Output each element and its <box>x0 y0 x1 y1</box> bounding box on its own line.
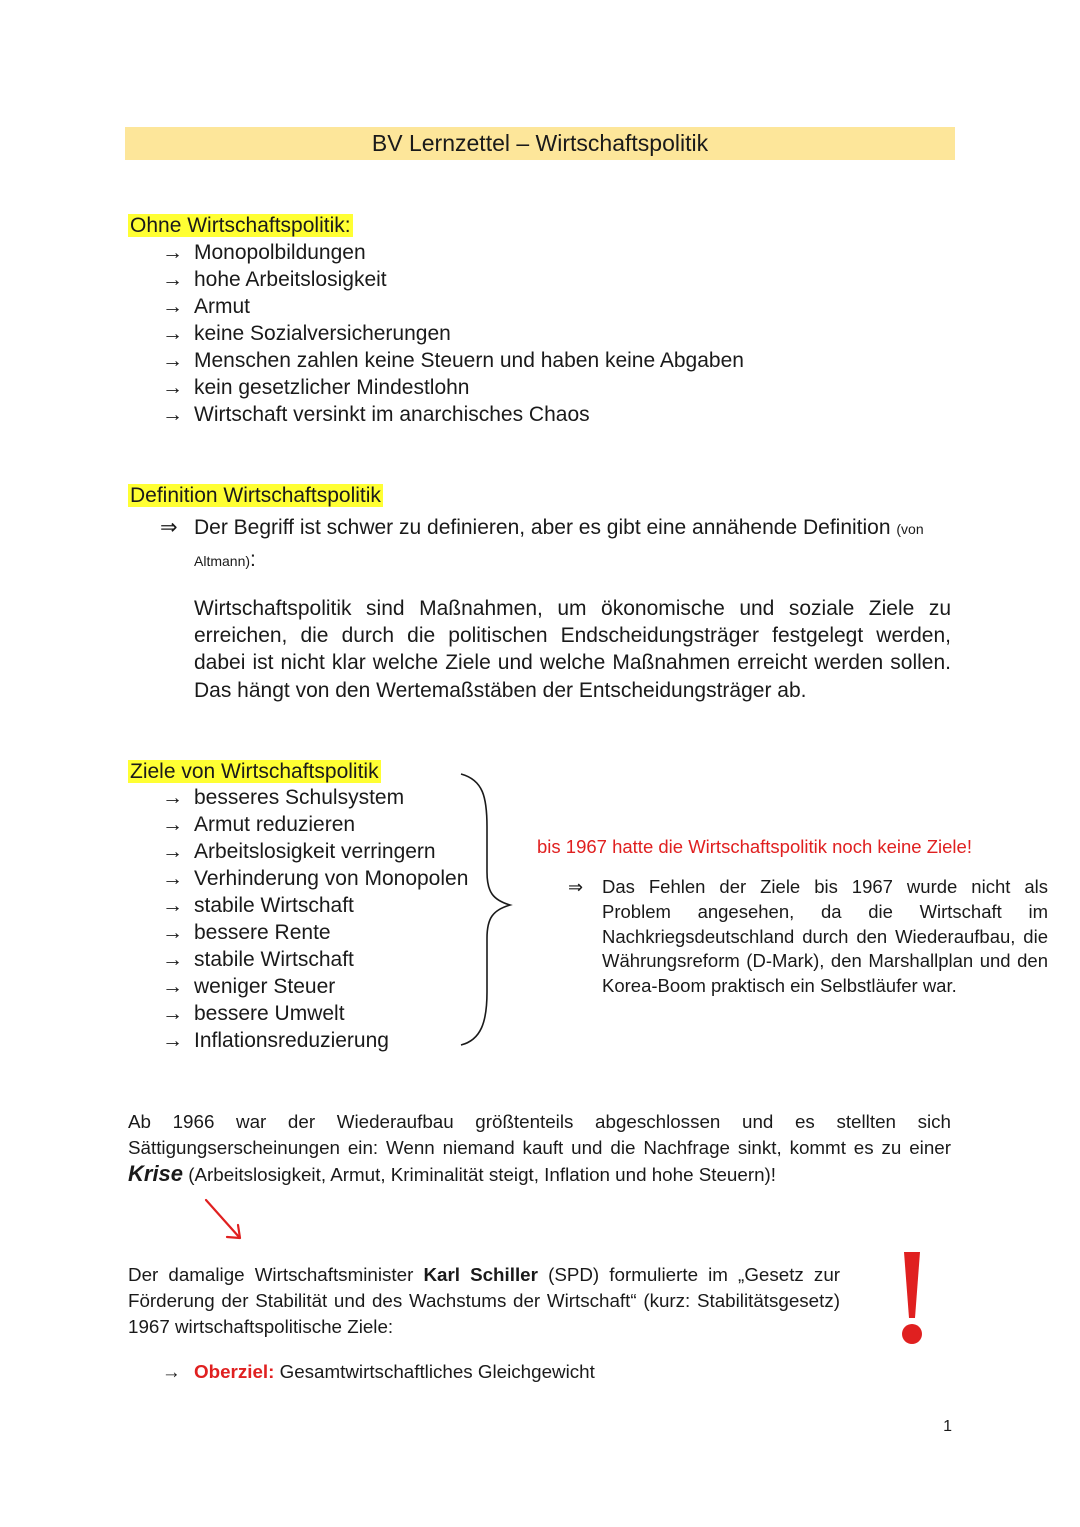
heading-ohne-wirtschaftspolitik: Ohne Wirtschaftspolitik: <box>130 214 351 237</box>
karl-schiller-name: Karl Schiller <box>423 1264 538 1285</box>
definition-intro-line: ⇒ Der Begriff ist schwer zu definieren, aber es gibt eine annähende Definition (von <box>160 516 924 539</box>
list-item: → hohe Arbeitslosigkeit <box>162 268 387 291</box>
section-heading-definition <box>128 482 383 509</box>
section-heading-ziele <box>128 758 381 785</box>
schiller-paragraph: Der damalige Wirtschaftsminister Karl Schiller (SPD) formulierte im „Gesetz zur Förderung der Stabilität und des Wachstums der Wirtschaft“ (kurz: Stabilitätsgesetz) 1967 wirtschaftspolitische Ziele: <box>128 1264 841 1337</box>
exclamation-icon <box>893 1248 931 1348</box>
right-arrow-icon: → <box>162 241 183 264</box>
list-ziele <box>162 784 468 1054</box>
note-body: Das Fehlen der Ziele bis 1967 wurde nicht als Problem angesehen, da die Wirtschaft im Nachkriegsdeutschland durch den Wiederaufbau, die Währungsreform (D-Mark), den Marshallplan und den Korea-Boom praktisch ein Selbstläufer war. <box>602 876 1048 997</box>
list-item: → keine Sozialversicherungen <box>162 322 451 345</box>
right-arrow-icon: → <box>162 1002 183 1025</box>
list-item: → Monopolbildungen <box>162 241 366 264</box>
right-arrow-icon: → <box>162 921 183 944</box>
double-arrow-icon: ⇒ <box>160 516 178 539</box>
definition-paragraph: Wirtschaftspolitik sind Maßnahmen, um ökonomische und soziale Ziele zu erreichen, die durch die politischen Endscheidungsträger festgelegt werden, dabei ist nicht klar welche Ziele und welche Maßnahmen erreicht werden sollen. Das hängt von den Wertemaßstäben der Entscheidungsträger ab. <box>194 597 951 702</box>
list-item: → Arbeitslosigkeit verringern <box>162 840 436 863</box>
right-arrow-icon: → <box>162 840 183 863</box>
right-arrow-icon: → <box>162 813 183 836</box>
list-item: → Armut <box>162 295 251 318</box>
list-item: → kein gesetzlicher Mindestlohn <box>162 376 470 399</box>
heading-ziele: Ziele von Wirtschaftspolitik <box>130 760 379 783</box>
list-item: → bessere Rente <box>162 921 331 944</box>
list-item: → stabile Wirtschaft <box>162 948 354 971</box>
list-item: → besseres Schulsystem <box>162 786 405 809</box>
list-item: → bessere Umwelt <box>162 1002 345 1025</box>
red-arrow-icon <box>200 1196 250 1246</box>
source-open: (von <box>896 521 924 537</box>
note-red: bis 1967 hatte die Wirtschaftspolitik noch keine Ziele! <box>537 836 972 857</box>
right-arrow-icon: → <box>162 1029 183 1052</box>
right-arrow-icon: → <box>162 376 183 399</box>
section-heading-ohne <box>128 212 353 239</box>
krise-paragraph: Ab 1966 war der Wiederaufbau größtenteils abgeschlossen und es stellten sich Sättigungserscheinungen ein: Wenn niemand kauft und die Nachfrage sinkt, kommt es zu einer Krise (Arbeitslosigkeit, Armut, Kriminalität steigt, Inflation und hohe Steuern)! <box>128 1111 951 1186</box>
oberziel-line: → Oberziel: Gesamtwirtschaftliches Gleichgewicht <box>162 1359 595 1385</box>
double-arrow-icon: ⇒ <box>568 877 584 897</box>
page-number: 1 <box>943 1418 952 1435</box>
right-arrow-icon: → <box>162 349 183 372</box>
curly-brace-icon <box>455 772 515 1047</box>
oberziel-label: Oberziel: <box>194 1361 275 1382</box>
list-item: → Inflationsreduzierung <box>162 1029 389 1052</box>
list-item: → Verhinderung von Monopolen <box>162 867 469 890</box>
right-arrow-icon: → <box>162 786 183 809</box>
right-arrow-icon: → <box>162 403 183 426</box>
right-arrow-icon: → <box>162 948 183 971</box>
list-item: → Wirtschaft versinkt im anarchisches Chaos <box>162 403 590 426</box>
krise-word: Krise <box>128 1161 184 1186</box>
list-item: → Armut reduzieren <box>162 813 356 836</box>
right-arrow-icon: → <box>162 268 183 291</box>
list-item: → Menschen zahlen keine Steuern und haben keine Abgaben <box>162 349 744 372</box>
right-arrow-icon: → <box>162 975 183 998</box>
page-title: BV Lernzettel – Wirtschaftspolitik <box>371 130 709 156</box>
right-arrow-icon: → <box>162 1361 181 1382</box>
heading-definition: Definition Wirtschaftspolitik <box>130 484 381 507</box>
definition-source: Altmann): <box>194 548 256 571</box>
right-arrow-icon: → <box>162 322 183 345</box>
right-arrow-icon: → <box>162 867 183 890</box>
list-item: → weniger Steuer <box>162 975 336 998</box>
right-arrow-icon: → <box>162 894 183 917</box>
right-arrow-icon: → <box>162 295 183 318</box>
list-item: → stabile Wirtschaft <box>162 894 354 917</box>
list-ohne-wirtschaftspolitik <box>162 239 744 428</box>
